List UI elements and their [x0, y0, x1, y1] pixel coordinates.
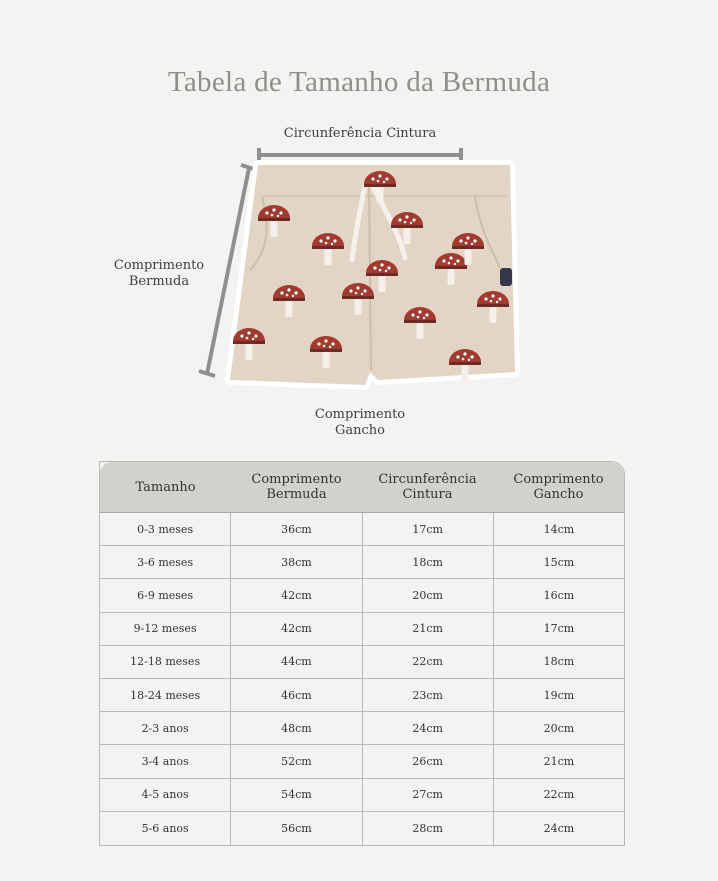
- length-cell: 52cm: [231, 745, 362, 777]
- length-label-line1: Comprimento: [113, 258, 205, 273]
- size-cell: 12-18 meses: [100, 646, 231, 678]
- header-length-line1: Comprimento: [251, 472, 342, 487]
- waist-cell: 17cm: [363, 513, 494, 545]
- size-table: [99, 461, 625, 846]
- rise-cell: 21cm: [543, 754, 575, 768]
- size-cell: 6-9 meses: [100, 579, 231, 611]
- table-row: [100, 579, 624, 612]
- waist-cell: 23cm: [363, 679, 494, 711]
- size-cell: 3-6 meses: [100, 546, 231, 578]
- header-length: [231, 462, 362, 512]
- table-row: [100, 679, 624, 712]
- table-row: [100, 745, 624, 778]
- header-rise-line2: Gancho: [533, 487, 584, 502]
- rise-cell: 20cm: [543, 721, 575, 735]
- size-cell: 3-4 anos: [100, 745, 231, 777]
- header-waist-line2: Cintura: [402, 487, 453, 502]
- length-label-line2: Bermuda: [128, 274, 190, 289]
- size-cell: 0-3 meses: [100, 513, 231, 545]
- length-cell: 44cm: [231, 646, 362, 678]
- length-cell: 46cm: [231, 679, 362, 711]
- size-cell: 18-24 meses: [100, 679, 231, 711]
- table-row: [100, 513, 624, 546]
- header-waist: [362, 462, 493, 512]
- header-size: [100, 462, 231, 512]
- rise-cell: 24cm: [543, 821, 575, 835]
- table-row: [100, 712, 624, 745]
- size-cell: 4-5 anos: [100, 779, 231, 811]
- table-row: [100, 546, 624, 579]
- shorts-image: [230, 165, 515, 385]
- rise-cell: 18cm: [543, 655, 575, 669]
- waist-cell: 27cm: [363, 779, 494, 811]
- table-row: [100, 779, 624, 812]
- size-cell: 9-12 meses: [100, 613, 231, 645]
- header-waist-line1: Circunferência: [378, 472, 477, 487]
- waist-cell: 24cm: [363, 712, 494, 744]
- length-cell: 38cm: [231, 546, 362, 578]
- length-cell: 36cm: [231, 513, 362, 545]
- waist-cell: 22cm: [363, 646, 494, 678]
- rise-cell: 22cm: [543, 788, 575, 802]
- rise-label: [300, 407, 420, 439]
- rise-cell: 15cm: [543, 555, 575, 569]
- length-cell: 54cm: [231, 779, 362, 811]
- rise-cell: 16cm: [543, 588, 575, 602]
- waist-measure-line: [259, 148, 461, 162]
- table-row: [100, 646, 624, 679]
- size-cell: 5-6 anos: [100, 812, 231, 845]
- length-cell: 42cm: [231, 579, 362, 611]
- length-cell: 42cm: [231, 613, 362, 645]
- table-body: [100, 513, 624, 845]
- table-row: [100, 812, 624, 845]
- waist-cell: 21cm: [363, 613, 494, 645]
- length-label: [108, 258, 210, 290]
- rise-label-line2: Gancho: [335, 423, 385, 438]
- rise-cell: 17cm: [543, 622, 575, 636]
- length-cell: 48cm: [231, 712, 362, 744]
- header-rise: [493, 462, 624, 512]
- rise-cell: 14cm: [543, 522, 575, 536]
- rise-cell: 19cm: [543, 688, 575, 702]
- table-row: [100, 613, 624, 646]
- waist-label: Circunferência Cintura: [283, 126, 437, 141]
- waist-cell: 18cm: [363, 546, 494, 578]
- header-rise-line1: Comprimento: [513, 472, 604, 487]
- size-cell: 2-3 anos: [100, 712, 231, 744]
- header-length-line2: Bermuda: [266, 487, 327, 502]
- waist-cell: 20cm: [363, 579, 494, 611]
- length-cell: 56cm: [231, 812, 362, 845]
- rise-label-line1: Comprimento: [314, 407, 406, 422]
- page-title: Tabela de Tamanho da Bermuda: [167, 66, 551, 98]
- waist-cell: 26cm: [363, 745, 494, 777]
- waist-cell: 28cm: [363, 812, 494, 845]
- header-size-text: Tamanho: [135, 479, 196, 495]
- table-header: [100, 462, 624, 513]
